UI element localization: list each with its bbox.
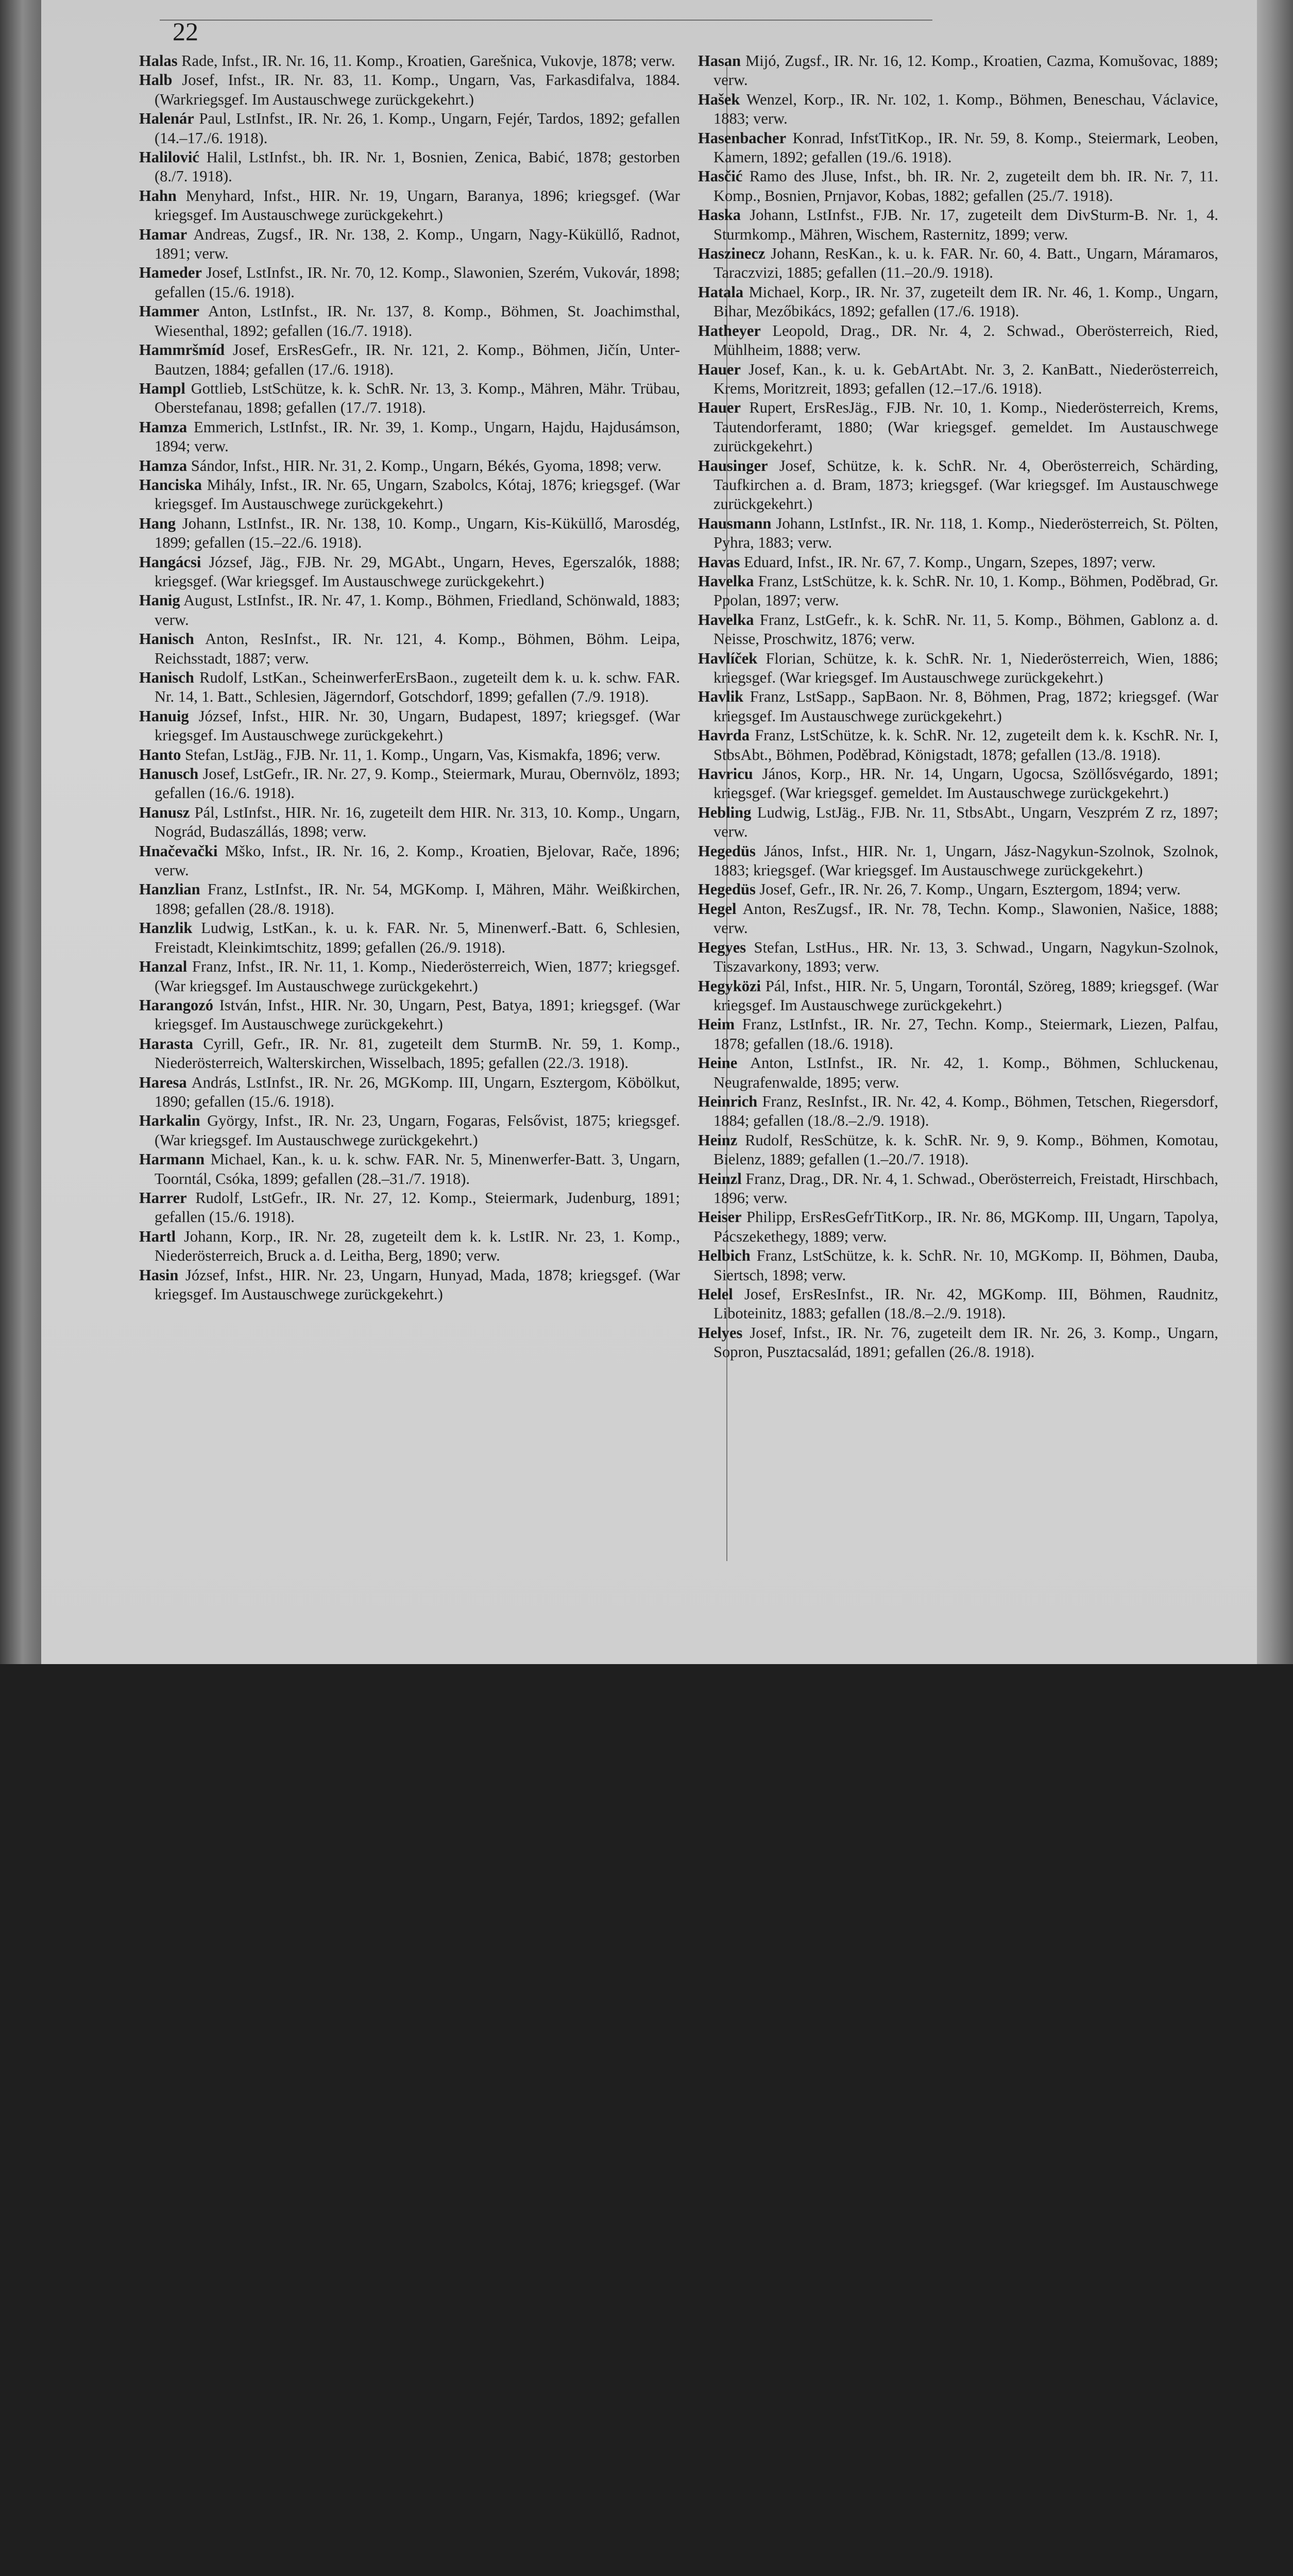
entry-details: Josef, Schütze, k. k. SchR. Nr. 4, Oberösterreich, Schärding, Taufkirchen a. d. Bram, 1873; kriegsgef. (War kriegsgef. Im Austauschwege zurückgekehrt.) — [713, 456, 1218, 513]
entry-surname: Hanzlian — [139, 880, 200, 899]
entry-surname: Hatheyer — [698, 321, 761, 340]
register-entry — [139, 514, 680, 553]
header-rule — [160, 20, 932, 21]
right-column — [698, 52, 1218, 1362]
entry-details: Josef, ErsResInfst., IR. Nr. 42, MGKomp. III, Böhmen, Raudnitz, Liboteinitz, 1883; gefallen (18./8.–2./9. 1918). — [713, 1285, 1218, 1323]
register-entry — [139, 1035, 680, 1073]
register-entry — [698, 649, 1218, 688]
entry-details: Rudolf, LstGefr., IR. Nr. 27, 12. Komp., Steiermark, Judenburg, 1891; gefallen (15./6. 1918). — [155, 1189, 680, 1226]
entry-surname: Hang — [139, 514, 176, 532]
register-entry — [698, 167, 1218, 206]
entry-details: Johann, LstInfst., IR. Nr. 138, 10. Komp., Ungarn, Kis-Küküllő, Marosdég, 1899; gefallen (15.–22./6. 1918). — [155, 514, 680, 552]
register-entry — [698, 321, 1218, 360]
entry-surname: Hanig — [139, 591, 180, 609]
entry-details: János, Korp., HR. Nr. 14, Ungarn, Ugocsa, Szöllősvégardo, 1891; kriegsgef. (War kriegsgef. gemeldet. Im Austauschwege zurückgekehrt.) — [713, 765, 1219, 802]
entry-details: Pál, Infst., HIR. Nr. 5, Ungarn, Torontál, Szöreg, 1889; kriegsgef. (War kriegsgef. Im Austauschwege zurückgekehrt.) — [713, 977, 1218, 1014]
page-right-edge — [1257, 0, 1293, 1664]
entry-surname: Helbich — [698, 1247, 751, 1265]
entry-surname: Hašek — [698, 90, 740, 108]
register-entry — [698, 977, 1218, 1015]
register-entry — [698, 1324, 1218, 1362]
register-entry — [698, 90, 1218, 129]
entry-details: Mško, Infst., IR. Nr. 16, 2. Komp., Kroatien, Bjelovar, Rače, 1896; verw. — [155, 842, 680, 879]
entry-surname: Hartl — [139, 1227, 176, 1245]
entry-surname: Hasenbacher — [698, 129, 787, 147]
register-entry — [139, 1111, 680, 1150]
entry-details: Anton, LstInfst., IR. Nr. 42, 1. Komp., Böhmen, Schluckenau, Neugrafenwalde, 1895; verw. — [713, 1054, 1218, 1091]
register-entry — [698, 553, 1218, 572]
entry-details: József, Infst., HIR. Nr. 30, Ungarn, Budapest, 1897; kriegsgef. (War kriegsgef. Im Austauschwege zurückgekehrt.) — [155, 707, 680, 744]
entry-surname: Havrda — [698, 726, 750, 744]
register-entry — [698, 1054, 1218, 1092]
entry-details: Mihály, Infst., IR. Nr. 65, Ungarn, Szabolcs, Kótaj, 1876; kriegsgef. (War kriegsgef. Im Austauschwege zurückgekehrt.) — [155, 476, 680, 513]
register-entry — [698, 765, 1218, 803]
entry-details: Franz, LstGefr., k. k. SchR. Nr. 11, 5. Komp., Böhmen, Gablonz a. d. Neisse, Proschwitz, 1876; verw. — [713, 611, 1219, 648]
entry-surname: Hegyes — [698, 938, 746, 956]
entry-surname: Hatala — [698, 283, 744, 301]
entry-surname: Halas — [139, 52, 178, 70]
entry-surname: Harangozó — [139, 996, 214, 1014]
entry-details: Eduard, Infst., IR. Nr. 67, 7. Komp., Ungarn, Szepes, 1897; verw. — [743, 553, 1156, 571]
entry-surname: Hanisch — [139, 630, 194, 648]
register-entry — [139, 379, 680, 418]
entry-surname: Hammer — [139, 302, 199, 320]
entry-surname: Hanusz — [139, 803, 190, 821]
entry-details: Josef, Gefr., IR. Nr. 26, 7. Komp., Ungarn, Esztergom, 1894; verw. — [759, 880, 1181, 899]
entry-surname: Hampl — [139, 379, 185, 397]
entry-surname: Hangácsi — [139, 553, 201, 571]
entry-surname: Hammršmíd — [139, 341, 225, 359]
entry-details: Konrad, InfstTitKop., IR. Nr. 59, 8. Komp., Steiermark, Leoben, Kamern, 1892; gefallen (19./6. 1918). — [713, 129, 1218, 166]
register-entry — [139, 109, 680, 148]
entry-surname: Hegel — [698, 900, 737, 918]
entry-surname: Harmann — [139, 1150, 205, 1168]
register-entry — [139, 957, 680, 996]
entry-surname: Haszinecz — [698, 245, 765, 263]
entry-details: Johann, LstInfst., IR. Nr. 118, 1. Komp., Niederösterreich, St. Pölten, Pyhra, 1883; verw. — [713, 514, 1218, 552]
entry-details: Rupert, ErsResJäg., FJB. Nr. 10, 1. Komp., Niederösterreich, Krems, Tautendorferamt, 1880; (War kriegsgef. gemeldet. Im Austauschwege zurückgekehrt.) — [713, 399, 1218, 455]
entry-surname: Haresa — [139, 1073, 187, 1091]
register-entry — [698, 1131, 1218, 1170]
register-entry — [139, 71, 680, 109]
register-entry — [139, 302, 680, 341]
entry-details: Ramo des Jluse, Infst., bh. IR. Nr. 2, zugeteilt dem bh. IR. Nr. 7, 11. Komp., Bosnien, Prnjavor, Kobas, 1882; gefallen (25./7. 1918). — [713, 167, 1218, 205]
entry-surname: Helyes — [698, 1324, 743, 1342]
register-entry — [139, 263, 680, 302]
entry-surname: Hegedüs — [698, 842, 756, 860]
entry-details: Philipp, ErsResGefrTitKorp., IR. Nr. 86, MGKomp. III, Ungarn, Tapolya, Pácszekethegy, 1889; verw. — [713, 1208, 1218, 1245]
register-entry — [698, 514, 1218, 553]
entry-details: Rudolf, ResSchütze, k. k. SchR. Nr. 9, 9. Komp., Böhmen, Komotau, Bielenz, 1889; gefallen (1.–20./7. 1918). — [713, 1131, 1219, 1168]
register-entry — [139, 880, 680, 919]
entry-surname: Heinz — [698, 1131, 738, 1149]
entry-details: Stefan, LstHus., HR. Nr. 13, 3. Schwad., Ungarn, Nagykun-Szolnok, Tiszavarkony, 1893; verw. — [713, 938, 1219, 976]
entry-details: Pál, LstInfst., HIR. Nr. 16, zugeteilt dem HIR. Nr. 313, 10. Komp., Ungarn, Nográd, Budaszállás, 1898; verw. — [155, 803, 680, 841]
register-entry — [139, 630, 680, 668]
register-entry — [698, 1092, 1218, 1131]
entry-details: Anton, ResInfst., IR. Nr. 121, 4. Komp., Böhmen, Böhm. Leipa, Reichsstadt, 1887; verw. — [155, 630, 680, 667]
entry-details: Josef, ErsResGefr., IR. Nr. 121, 2. Komp., Böhmen, Jičín, Unter-Bautzen, 1884; gefallen (17./6. 1918). — [155, 341, 680, 378]
entry-surname: Heim — [698, 1015, 735, 1033]
register-entry — [698, 1015, 1218, 1054]
entry-surname: Heine — [698, 1054, 738, 1072]
register-entry — [698, 1170, 1218, 1208]
entry-surname: Havas — [698, 553, 740, 571]
entry-surname: Hanisch — [139, 669, 194, 686]
entry-details: Josef, Infst., IR. Nr. 76, zugeteilt dem IR. Nr. 26, 3. Komp., Ungarn, Sopron, Pusztacsalád, 1891; gefallen (26./8. 1918). — [713, 1324, 1218, 1361]
entry-surname: Halenár — [139, 110, 194, 128]
register-entry — [139, 148, 680, 187]
register-entry — [139, 225, 680, 264]
register-entry — [139, 668, 680, 707]
entry-surname: Havlik — [698, 688, 744, 706]
entry-details: Andreas, Zugsf., IR. Nr. 138, 2. Komp., Ungarn, Nagy-Küküllő, Radnot, 1891; verw. — [155, 225, 680, 263]
entry-surname: Havlíček — [698, 649, 758, 667]
entry-details: Franz, LstSapp., SapBaon. Nr. 8, Böhmen, Prag, 1872; kriegsgef. (War kriegsgef. Im Austauschwege zurückgekehrt.) — [713, 688, 1219, 725]
entry-surname: Heinzl — [698, 1170, 742, 1188]
entry-details: Stefan, LstJäg., FJB. Nr. 11, 1. Komp., Ungarn, Vas, Kismakfa, 1896; verw. — [184, 745, 661, 764]
register-entry — [698, 611, 1218, 649]
entry-details: Anton, LstInfst., IR. Nr. 137, 8. Komp., Böhmen, St. Joachimsthal, Wiesenthal, 1892; gefallen (16./7. 1918). — [155, 302, 680, 340]
entry-surname: Hauer — [698, 360, 741, 378]
page-number: 22 — [173, 17, 198, 46]
register-entry — [139, 842, 680, 880]
register-entry — [698, 803, 1218, 842]
register-entry — [139, 52, 680, 71]
entry-details: Josef, LstInfst., IR. Nr. 70, 12. Komp., Slawonien, Szerém, Vukovár, 1898; gefallen (15./6. 1918). — [155, 264, 680, 301]
register-entry — [698, 687, 1218, 726]
entry-surname: Havricu — [698, 765, 753, 783]
entry-details: József, Infst., HIR. Nr. 23, Ungarn, Hunyad, Mada, 1878; kriegsgef. (War kriegsgef. Im Austauschwege zurückgekehrt.) — [155, 1266, 680, 1303]
entry-surname: Halb — [139, 71, 173, 89]
register-entry — [698, 938, 1218, 977]
entry-surname: Hamza — [139, 456, 188, 474]
entry-details: Wenzel, Korp., IR. Nr. 102, 1. Komp., Böhmen, Beneschau, Václavice, 1883; verw. — [713, 90, 1218, 128]
register-entry — [698, 1208, 1218, 1246]
register-entry — [139, 765, 680, 803]
entry-surname: Hausmann — [698, 514, 772, 532]
register-entry — [139, 553, 680, 591]
entry-details: Menyhard, Infst., HIR. Nr. 19, Ungarn, Baranya, 1896; kriegsgef. (War kriegsgef. Im Austauschwege zurückgekehrt.) — [155, 187, 680, 224]
entry-details: Cyrill, Gefr., IR. Nr. 81, zugeteilt dem SturmB. Nr. 59, 1. Komp., Niederösterreich, Walterskirchen, Wisselbach, 1895; gefallen (22./3. 1918). — [155, 1035, 680, 1072]
register-entry — [698, 244, 1218, 283]
entry-details: Sándor, Infst., HIR. Nr. 31, 2. Komp., Ungarn, Békés, Gyoma, 1898; verw. — [191, 456, 662, 474]
register-entry — [698, 456, 1218, 514]
register-entry — [139, 476, 680, 514]
entry-details: Franz, LstInfst., IR. Nr. 54, MGKomp. I, Mähren, Mähr. Weißkirchen, 1898; gefallen (28./8. 1918). — [155, 880, 680, 918]
entry-surname: Havelka — [698, 611, 754, 629]
entry-details: Florian, Schütze, k. k. SchR. Nr. 1, Niederösterreich, Wien, 1886; kriegsgef. (War kriegsgef. Im Austauschwege zurückgekehrt.) — [713, 649, 1218, 686]
entry-surname: Hnačevački — [139, 842, 218, 860]
entry-details: Leopold, Drag., DR. Nr. 4, 2. Schwad., Oberösterreich, Ried, Mühlheim, 1888; verw. — [713, 321, 1218, 359]
entry-details: Michael, Korp., IR. Nr. 37, zugeteilt dem IR. Nr. 46, 1. Komp., Ungarn, Bihar, Mezőbikács, 1892; gefallen (17./6. 1918). — [713, 283, 1218, 320]
register-entry — [698, 900, 1218, 938]
page-binding-edge — [0, 0, 41, 1664]
entry-surname: Harasta — [139, 1035, 194, 1053]
entry-details: Halil, LstInfst., bh. IR. Nr. 1, Bosnien, Zenica, Babić, 1878; gestorben (8./7. 1918). — [155, 148, 680, 185]
entry-surname: Hasčić — [698, 167, 743, 185]
register-entry — [698, 1246, 1218, 1285]
register-entry — [139, 418, 680, 456]
entry-surname: Hegyközi — [698, 977, 761, 995]
entry-surname: Hanuig — [139, 707, 189, 725]
entry-details: Michael, Kan., k. u. k. schw. FAR. Nr. 5, Minenwerfer-Batt. 3, Ungarn, Toorntál, Csóka, 1899; gefallen (28.–31./7. 1918). — [155, 1150, 680, 1188]
entry-surname: Hauer — [698, 399, 741, 417]
register-entry — [698, 726, 1218, 765]
register-entry — [698, 206, 1218, 244]
entry-surname: Harrer — [139, 1189, 187, 1207]
entry-details: Franz, LstInfst., IR. Nr. 27, Techn. Komp., Steiermark, Liezen, Palfau, 1878; gefallen (18./6. 1918). — [713, 1015, 1219, 1053]
entry-surname: Harkalin — [139, 1112, 200, 1130]
entry-details: Ludwig, LstKan., k. u. k. FAR. Nr. 5, Minenwerf.-Batt. 6, Schlesien, Freistadt, Kleinkimtschitz, 1899; gefallen (26./9. 1918). — [155, 919, 680, 956]
register-entry — [698, 283, 1218, 321]
entry-details: August, LstInfst., IR. Nr. 47, 1. Komp., Böhmen, Friedland, Schönwald, 1883; verw. — [155, 591, 680, 629]
viewer-footer — [0, 1664, 1293, 1768]
entry-details: Rudolf, LstKan., ScheinwerferErsBaon., zugeteilt dem k. u. k. schw. FAR. Nr. 14, 1. Batt., Schlesien, Jägerndorf, Gotschdorf, 1899; gefallen (7./9. 1918). — [155, 669, 680, 706]
entry-surname: Hanciska — [139, 476, 202, 494]
register-entry — [698, 842, 1218, 880]
register-entry — [698, 360, 1218, 399]
entry-surname: Hasan — [698, 52, 741, 70]
entry-details: Mijó, Zugsf., IR. Nr. 16, 12. Komp., Kroatien, Cazma, Komušovac, 1889; verw. — [713, 52, 1218, 89]
entry-details: Paul, LstInfst., IR. Nr. 26, 1. Komp., Ungarn, Fejér, Tardos, 1892; gefallen (14.–17./6. 1918). — [155, 110, 680, 147]
entry-surname: Hamar — [139, 225, 188, 243]
entry-surname: Hamza — [139, 418, 188, 436]
entry-details: Franz, ResInfst., IR. Nr. 42, 4. Komp., Böhmen, Tetschen, Riegersdorf, 1884; gefallen (18./8.–2./9. 1918). — [713, 1092, 1219, 1130]
entry-details: József, Jäg., FJB. Nr. 29, MGAbt., Ungarn, Heves, Egerszalók, 1888; kriegsgef. (War kriegsgef. Im Austauschwege zurückgekehrt.) — [155, 553, 680, 590]
entry-details: Josef, LstGefr., IR. Nr. 27, 9. Komp., Steiermark, Murau, Obernvölz, 1893; gefallen (16./6. 1918). — [155, 765, 680, 802]
register-entry — [139, 1150, 680, 1189]
entry-details: Emmerich, LstInfst., IR. Nr. 39, 1. Komp., Ungarn, Hajdu, Hajdusámson, 1894; verw. — [155, 418, 680, 455]
entry-surname: Hameder — [139, 264, 202, 282]
register-entry — [698, 1285, 1218, 1324]
entry-surname: Hegedüs — [698, 880, 756, 899]
entry-details: Rade, Infst., IR. Nr. 16, 11. Komp., Kroatien, Garešnica, Vukovje, 1878; verw. — [181, 52, 675, 70]
register-entry — [139, 1073, 680, 1112]
register-entry — [698, 129, 1218, 167]
entry-surname: Helel — [698, 1285, 733, 1303]
entry-details: István, Infst., HIR. Nr. 30, Ungarn, Pest, Batya, 1891; kriegsgef. (War kriegsgef. Im Austauschwege zurückgekehrt.) — [155, 996, 680, 1033]
entry-details: Franz, LstSchütze, k. k. SchR. Nr. 10, MGKomp. II, Böhmen, Dauba, Siertsch, 1898; verw. — [713, 1247, 1219, 1284]
entry-surname: Halilović — [139, 148, 199, 166]
register-entry — [139, 591, 680, 630]
entry-details: Franz, LstSchütze, k. k. SchR. Nr. 12, zugeteilt dem k. k. KschR. Nr. I, StbsAbt., Böhmen, Poděbrad, Königstadt, 1878; gefallen (13./8. 1918). — [713, 726, 1219, 764]
entry-surname: Hasin — [139, 1266, 179, 1284]
register-entry — [698, 398, 1218, 456]
left-column — [139, 52, 680, 1304]
entry-details: Anton, ResZugsf., IR. Nr. 78, Techn. Komp., Slawonien, Našice, 1888; verw. — [713, 900, 1218, 937]
entry-surname: Havelka — [698, 572, 754, 590]
entry-surname: Hahn — [139, 187, 177, 205]
register-entry — [139, 996, 680, 1035]
register-entry — [698, 572, 1218, 611]
entry-details: Josef, Infst., IR. Nr. 83, 11. Komp., Ungarn, Vas, Farkasdifalva, 1884. (Warkriegsgef. Im Austauschwege zurückgekehrt.) — [155, 71, 680, 108]
register-entry — [139, 1266, 680, 1304]
entry-surname: Heiser — [698, 1208, 742, 1226]
entry-details: Josef, Kan., k. u. k. GebArtAbt. Nr. 3, 2. KanBatt., Niederösterreich, Krems, Moritzreit, 1893; gefallen (12.–17./6. 1918). — [713, 360, 1218, 397]
entry-details: Johann, Korp., IR. Nr. 28, zugeteilt dem k. k. LstIR. Nr. 23, 1. Komp., Niederösterreich, Bruck a. d. Leitha, Berg, 1890; verw. — [155, 1227, 680, 1265]
entry-surname: Hausinger — [698, 456, 768, 474]
register-entry — [139, 187, 680, 225]
entry-details: János, Infst., HIR. Nr. 1, Ungarn, Jász-Nagykun-Szolnok, Szolnok, 1883; kriegsgef. (War kriegsgef. Im Austauschwege zurückgekehrt.) — [713, 842, 1218, 879]
register-entry — [139, 803, 680, 842]
entry-surname: Hanusch — [139, 765, 199, 783]
entry-details: György, Infst., IR. Nr. 23, Ungarn, Fogaras, Felsővist, 1875; kriegsgef. (War kriegsgef. Im Austauschwege zurückgekehrt.) — [155, 1112, 680, 1149]
register-entry — [698, 880, 1218, 899]
entry-surname: Hanzal — [139, 958, 188, 976]
entry-surname: Heinrich — [698, 1092, 758, 1110]
entry-details: Johann, ResKan., k. u. k. FAR. Nr. 60, 4. Batt., Ungarn, Máramaros, Taraczvizi, 1885; gefallen (11.–20./9. 1918). — [713, 245, 1219, 282]
register-entry — [139, 707, 680, 745]
entry-surname: Hebling — [698, 803, 752, 821]
entry-details: Franz, Infst., IR. Nr. 11, 1. Komp., Niederösterreich, Wien, 1877; kriegsgef. (War kriegsgef. Im Austauschwege zurückgekehrt.) — [155, 958, 680, 995]
register-entry — [139, 456, 680, 476]
entry-details: Franz, LstSchütze, k. k. SchR. Nr. 10, 1. Komp., Böhmen, Poděbrad, Gr. Ppolan, 1897; verw. — [713, 572, 1219, 609]
register-entry — [698, 52, 1218, 90]
register-entry — [139, 341, 680, 379]
entry-details: Johann, LstInfst., FJB. Nr. 17, zugeteilt dem DivSturm-B. Nr. 1, 4. Sturmkomp., Mähren, Wischem, Rasternitz, 1899; verw. — [713, 206, 1218, 243]
register-entry — [139, 919, 680, 957]
entry-surname: Hanto — [139, 745, 181, 764]
entry-details: Franz, Drag., DR. Nr. 4, 1. Schwad., Oberösterreich, Freistadt, Hirschbach, 1896; verw. — [713, 1170, 1219, 1207]
entry-surname: Hanzlik — [139, 919, 193, 937]
entry-details: Ludwig, LstJäg., FJB. Nr. 11, StbsAbt., Ungarn, Veszprém Z rz, 1897; verw. — [713, 803, 1219, 841]
register-entry — [139, 745, 680, 765]
register-entry — [139, 1189, 680, 1227]
entry-surname: Haska — [698, 206, 741, 224]
entry-details: András, LstInfst., IR. Nr. 26, MGKomp. III, Ungarn, Esztergom, Köbölkut, 1890; gefallen (15./6. 1918). — [155, 1073, 680, 1110]
entry-details: Gottlieb, LstSchütze, k. k. SchR. Nr. 13, 3. Komp., Mähren, Mähr. Trübau, Oberstefanau, 1898; gefallen (17./7. 1918). — [155, 379, 680, 417]
register-entry — [139, 1227, 680, 1266]
